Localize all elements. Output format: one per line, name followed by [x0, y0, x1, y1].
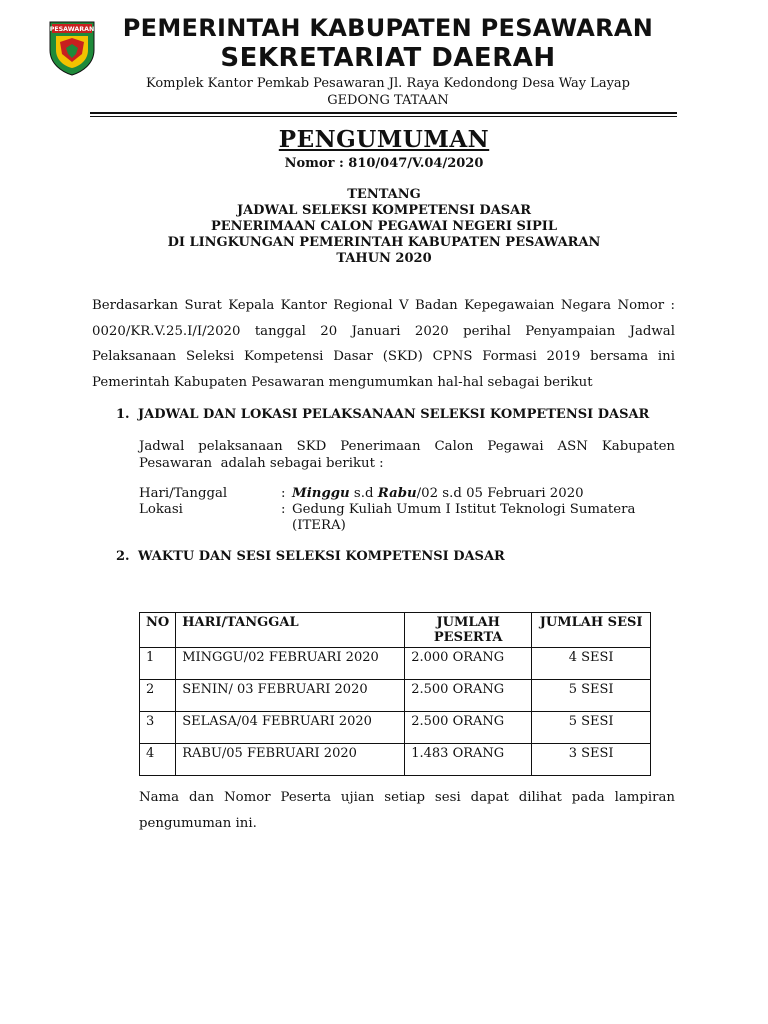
section-1-text	[139, 438, 675, 472]
cell-participants: 1.483 ORANG	[405, 744, 532, 776]
section-title: WAKTU DAN SESI SELEKSI KOMPETENSI DASAR	[138, 549, 505, 564]
cell-no: 3	[140, 712, 176, 744]
section-number: 2.	[116, 549, 130, 564]
subject-line: JADWAL SELEKSI KOMPETENSI DASAR	[236, 203, 532, 218]
intro-line: Pelaksanaan Seleksi Kompetensi Dasar (SKD) CPNS Formasi 2019 bersama ini	[92, 349, 675, 364]
section-1-line: Jadwal pelaksanaan SKD Penerimaan Calon Pegawai ASN Kabupaten	[139, 439, 675, 454]
cell-sessions: 5 SESI	[532, 680, 651, 712]
cell-no: 4	[140, 744, 176, 776]
cell-sessions: 4 SESI	[532, 648, 651, 680]
location-value: Gedung Kuliah Umum I Istitut Teknologi Sumatera	[292, 502, 636, 517]
section-title: JADWAL DAN LOKASI PELAKSANAAN SELEKSI KOMPETENSI DASAR	[138, 407, 650, 422]
regency-emblem-logo	[48, 20, 96, 76]
cell-participants: 2.000 ORANG	[405, 648, 532, 680]
subject-line: TENTANG	[347, 187, 421, 202]
subject-line: TAHUN 2020	[336, 251, 432, 266]
intro-line: Pemerintah Kabupaten Pesawaran mengumumkan hal-hal sebagai berikut	[92, 374, 593, 390]
letterhead-city: GEDONG TATAAN	[327, 93, 449, 108]
cell-day: RABU/05 FEBRUARI 2020	[176, 744, 405, 776]
section-number: 1.	[116, 407, 130, 422]
day-dates: /02 s.d 05 Februari 2020	[416, 486, 584, 501]
location-value-cont: (ITERA)	[292, 518, 346, 533]
document-title: PENGUMUMAN	[278, 126, 490, 153]
cell-no: 2	[140, 680, 176, 712]
closing-line: Nama dan Nomor Peserta ujian setiap sesi dapat dilihat pada lampiran	[139, 790, 675, 805]
location-colon: :	[281, 502, 286, 517]
schedule-table	[139, 612, 651, 776]
logo-text: PESAWARAN	[49, 26, 95, 33]
day-end: Rabu	[377, 486, 417, 501]
cell-participants: 2.500 ORANG	[405, 712, 532, 744]
subject-line: DI LINGKUNGAN PEMERINTAH KABUPATEN PESAWARAN	[167, 235, 601, 250]
closing-paragraph	[139, 785, 675, 837]
letterhead-government: PEMERINTAH KABUPATEN PESAWARAN	[122, 14, 654, 42]
letterhead-rule-thin	[90, 116, 677, 117]
header-participants: JUMLAH PESERTA	[405, 613, 532, 648]
cell-no: 1	[140, 648, 176, 680]
cell-sessions: 5 SESI	[532, 712, 651, 744]
table-header-row	[140, 613, 651, 648]
letterhead-address: Komplek Kantor Pemkab Pesawaran Jl. Raya Kedondong Desa Way Layap	[145, 76, 630, 91]
table-row	[140, 680, 651, 712]
section-1-heading	[116, 407, 649, 422]
table-row	[140, 712, 651, 744]
cell-day: SELASA/04 FEBRUARI 2020	[176, 712, 405, 744]
letterhead-secretariat: SEKRETARIAT DAERAH	[220, 43, 556, 73]
section-1-line: Pesawaran adalah sebagai berikut :	[139, 456, 384, 471]
cell-day: MINGGU/02 FEBRUARI 2020	[176, 648, 405, 680]
closing-line: pengumuman ini.	[139, 816, 257, 831]
intro-line: Berdasarkan Surat Kepala Kantor Regional V Badan Kepegawaian Negara Nomor :	[92, 298, 675, 313]
table-row	[140, 648, 651, 680]
section-2-heading	[116, 549, 505, 564]
schedule-label: Hari/Tanggal	[139, 486, 228, 501]
location-label: Lokasi	[139, 502, 183, 517]
schedule-colon: :	[281, 486, 286, 501]
header-sessions: JUMLAH SESI	[532, 613, 651, 648]
intro-paragraph	[92, 293, 675, 395]
subject-line: PENERIMAAN CALON PEGAWAI NEGERI SIPIL	[210, 219, 557, 234]
schedule-value	[292, 486, 692, 502]
intro-line: 0020/KR.V.25.I/I/2020 tanggal 20 Januari 2020 perihal Penyampaian Jadwal	[92, 323, 675, 339]
header-day: HARI/TANGGAL	[176, 613, 405, 648]
day-sd: s.d	[349, 486, 378, 501]
document-number: Nomor : 810/047/V.04/2020	[284, 156, 484, 171]
cell-sessions: 3 SESI	[532, 744, 651, 776]
day-start: Minggu	[292, 486, 350, 501]
cell-day: SENIN/ 03 FEBRUARI 2020	[176, 680, 405, 712]
letterhead-rule-thick	[90, 112, 677, 114]
header-no: NO	[140, 613, 176, 648]
table-row	[140, 744, 651, 776]
cell-participants: 2.500 ORANG	[405, 680, 532, 712]
subject-block	[0, 187, 768, 267]
